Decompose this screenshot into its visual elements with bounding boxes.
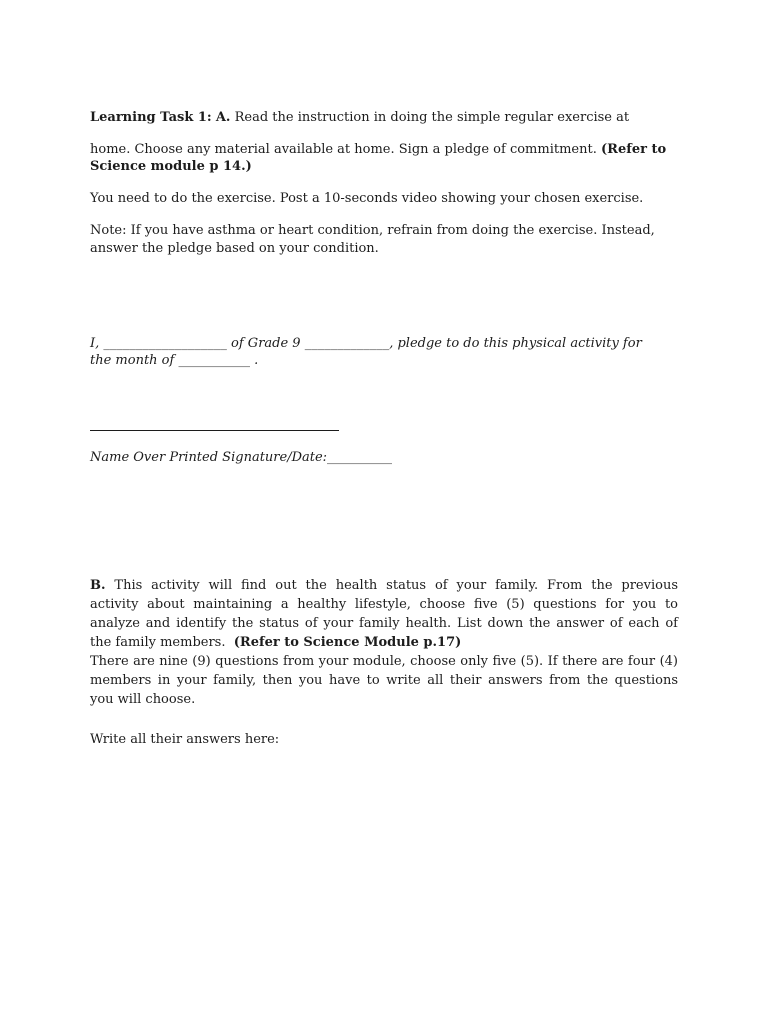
- task-title: Learning Task 1:: [90, 110, 212, 125]
- exercise-note: You need to do the exercise. Post a 10-seconds video showing your chosen exercise.: [90, 191, 644, 206]
- answers-prompt: Write all their answers here:: [90, 732, 280, 747]
- task-a-reference-open: (Refer to: [601, 142, 667, 157]
- task-a-reference-close: Science module p 14.): [90, 159, 252, 174]
- task-b-line-4: the family members. (Refer to Science Module p.17): [90, 635, 462, 650]
- task-b-line-1: B. This activity will find out the health status of your family. From the previous: [90, 578, 678, 593]
- task-b-line-5: There are nine (9) questions from your module, choose only five (5). If there are four (4): [90, 654, 678, 669]
- task-b-paragraph: [90, 576, 678, 709]
- pledge-line-1: I, ___________________ of Grade 9 _____________, pledge to do this physical activity for: [90, 336, 642, 351]
- task-a-instruction-cont: home. Choose any material available at home. Sign a pledge of commitment.: [90, 142, 597, 157]
- task-b-line-7: you will choose.: [90, 692, 196, 707]
- pledge-line-2: the month of ___________ .: [90, 353, 259, 368]
- task-b-reference: (Refer to Science Module p.17): [233, 635, 462, 650]
- task-a-instruction: Read the instruction in doing the simple regular exercise at: [234, 110, 630, 125]
- task-b-label: B.: [90, 578, 106, 593]
- signature-line: [90, 430, 339, 431]
- task-a-heading-line: [90, 108, 629, 127]
- task-a-label: A.: [215, 110, 231, 125]
- signature-caption: Name Over Printed Signature/Date:__________: [90, 450, 393, 465]
- health-note-line-1: Note: If you have asthma or heart condition, refrain from doing the exercise. Instead,: [90, 223, 655, 238]
- task-b-line-2: activity about maintaining a healthy lifestyle, choose five (5) questions for you to: [90, 597, 678, 612]
- health-note-line-2: answer the pledge based on your condition.: [90, 241, 379, 256]
- task-b-line-6: members in your family, then you have to write all their answers from the questions: [90, 673, 678, 688]
- task-b-line-3: analyze and identify the status of your family health. List down the answer of each of: [90, 616, 678, 631]
